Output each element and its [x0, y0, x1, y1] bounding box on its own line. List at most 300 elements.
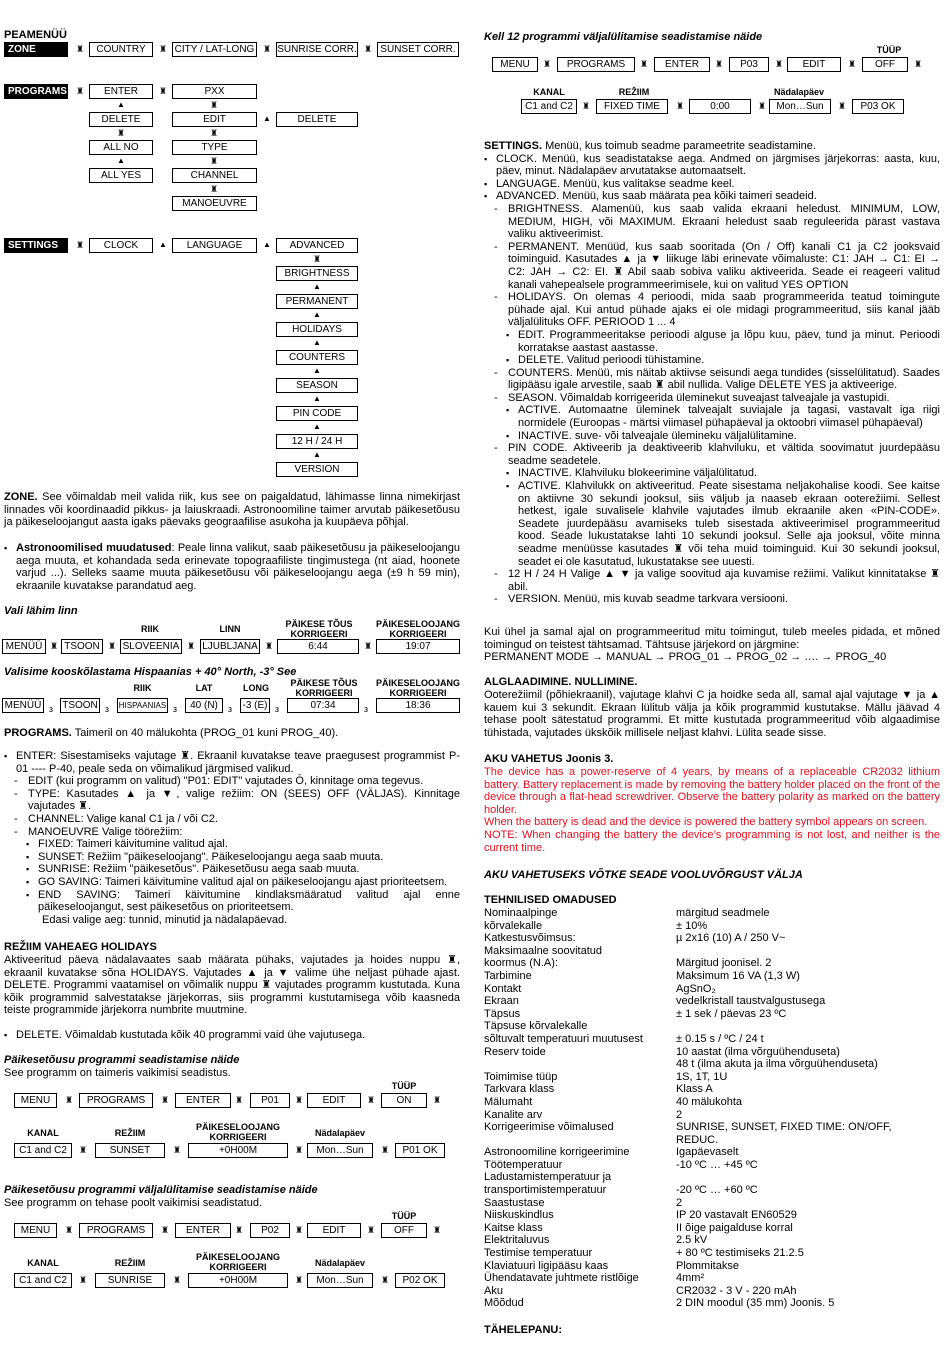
example4-title: Päikesetõusu programmi väljalülitamise seadistamise näide: [4, 1184, 318, 1196]
menu-key-icon: ♜: [209, 100, 219, 110]
spec-row: [484, 1209, 944, 1222]
spec-row: [484, 1046, 944, 1059]
example-box: EDIT: [787, 57, 841, 72]
menu-key-icon: ♜: [158, 86, 168, 96]
example3-subtitle: See programm on taimeris vaikimisi seadistus.: [4, 1067, 231, 1079]
spec-value: ± 1 sek / päevas 23 ºC: [676, 1007, 787, 1020]
spec-value: 40 mälukohta: [676, 1095, 743, 1108]
spec-row: [484, 1159, 944, 1172]
specs-title: TEHNILISED OMADUSED: [484, 894, 617, 906]
spec-label: Täpsus: [484, 1007, 521, 1020]
priority-text: Kui ühel ja samal ajal on programmeeritud mitu toimingut, tuleb meeles pidada, et mõned toimingud on teistest tähtsamad. Tähtsuse järjekord on järgmine:: [484, 626, 940, 651]
right-column: [484, 0, 950, 1360]
pin-inactive-text: ▪ INACTIVE. Klahviluku blokeerimine väljalülitatud.: [484, 467, 940, 480]
spec-row: [484, 1260, 944, 1273]
reset-title: ALGLAADIMINE. NULLIMINE.: [484, 676, 638, 688]
up-arrow-icon: ▲: [313, 366, 321, 375]
spec-value: SUNRISE, SUNSET, FIXED TIME: ON/OFF,: [676, 1121, 892, 1134]
menu-key-icon: ♜: [380, 1275, 390, 1285]
example-box: Mon…Sun: [307, 1143, 373, 1158]
spec-label: Kanalite arv: [484, 1108, 543, 1121]
spec-row: [484, 1234, 944, 1247]
spec-row: [484, 1247, 944, 1260]
example-box: TSOON: [60, 698, 100, 713]
settings-pincode-box: PIN CODE: [276, 406, 358, 421]
up-arrow-icon: ▲: [117, 156, 125, 165]
menu-key-icon: ♜: [64, 1225, 74, 1235]
spec-row: [484, 983, 944, 996]
col-header-mode: REŽIIM: [114, 1258, 146, 1268]
spec-value: vedelkristall taustvalgustusega: [676, 995, 826, 1008]
example-box: EDIT: [307, 1223, 361, 1238]
counters-text: - COUNTERS. Menüü, mis näitab aktiivse seisundi aega tundides (sisselülitatud). Saades ligipääsu igale arvestile, saab ♜ abil nullida. Valige DELETE YES ja aktiveerige.: [484, 367, 940, 392]
programs-edit-text: - EDIT (kui programm on valitud) "P01: EDIT" vajutades Ō, kinnitage oma tegevus.: [4, 775, 460, 788]
programs-type-text: - TYPE: Kasutades ▲ ja ▼, valige režiim: ON (SEES) OFF (VÄLJAS). Kinnitage vajutades ♜.: [4, 788, 460, 813]
spec-row: [484, 1134, 944, 1147]
col-header-sunrise: PÄIKESE TÕUS KORRIGEERI: [285, 619, 353, 639]
col-header-lat: LAT: [195, 683, 213, 693]
programs-channel-box: CHANNEL: [172, 168, 257, 183]
menu-key-icon: ♜: [186, 641, 196, 651]
spec-value: ± 0.15 s / ºC / 24 t: [676, 1032, 764, 1045]
settings-12h24h-box: 12 H / 24 H: [276, 434, 358, 449]
up-arrow-icon: ▲: [313, 422, 321, 431]
menu-key-icon: ♜: [172, 1145, 182, 1155]
menu-key-icon: ♜: [294, 1225, 304, 1235]
menu-key-icon: ♜: [107, 641, 117, 651]
spec-value: ± 10%: [676, 919, 708, 932]
example-box: PROGRAMS: [79, 1223, 153, 1238]
menu-key-icon: ♜: [294, 1275, 304, 1285]
programs-pxx-box: PXX: [172, 84, 257, 99]
spec-label: Niiskuskindlus: [484, 1209, 554, 1222]
example-box: ON: [381, 1093, 427, 1108]
spec-label: Korrigeerimise võimalused: [484, 1121, 614, 1134]
example-box: P01: [250, 1093, 290, 1108]
spec-row: [484, 1184, 944, 1197]
settings-description: SETTINGS. Menüü, kus toimub seadme parameetrite seadistamine. ▪ CLOCK. Menüü, kus seadistatakse aega. Andmed on järgmises järjekorras: aasta, kuu, päev, minut. Nädalapäev arvutatakse automaatselt. ▪ LANGUAGE. Menüü, kus valitakse seadme keel. ▪ ADVANCED. Menüü, kus saab määrata pea kõiki taimeri seadeid. - BRIGHTNESS. Alamenüü, kus saab valida ekraani heledust. MINIMUM, LOW, MEDIUM, HIGH, või MAXIMUM. Ekraani heledust saab reguleerida pärast vastava valiku aktiveerimist. - PERMANENT. Menüüd, kus saab sooritada (On / Off) kanali C1 ja C2 jooksvaid toiminguid. Kasutades ▲ ja ▼ liikuge läbi erinevate võimaluste: C1: JAH → C1: EI → C2: JAH → C2: EI. ♜ Abil saab sobiva valiku aktiveerida. Seade ei reageeri valitud kanali vahepealsele programmeerimisele, kui on valitud YES OPTION - HOLIDAYS. On olemas 4 perioodi, mida saab programmeerida teatud toimingute pühade ajal. Kui antud pühade ajaks ei ole midagi programmeeritud, siis kanal jääb väljalülituks OFF. PERIOOD 1 ... 4 ▪ EDIT. Programmeeritakse perioodi alguse ja lõpu kuu, päev, tund ja minut. Perioodi korratakse aastast aastasse. ▪ DELETE. Valitud perioodi tühistamine. - COUNTERS. Menüü, mis näitab aktiivse seisundi aega tundides (sisselülitatud). Saades ligipääsu igale arvestile, saab ♜ abil nullida. Valige DELETE YES ja aktiveerige. - SEASON. Võimaldab korrigeerida üleminekut suveajast talveajale ja vastupidi. ▪ ACTIVE. Automaatne üleminek talveajalt suviajale ja tagasi, vastavalt iga riigi normidele (Euroopas - märtsi viimasel pühapäeval ja oktoobri viimasel pühapäeval) ▪ INACTIVE. suve- või talveajale ülemineku väljalülitamine. - PIN CODE. Aktiveerib ja deaktiveerib klahviluku, et vältida soovimatut juurdepääsu seadme seadetele. ▪ INACTIVE. Klahviluku blokeerimine väljalülitatud. ▪ ACTIVE. Klahvilukk on aktiveeritud. Peate sisestama neljakohalise koodi. See kaitse on aktiivne 30 sekundi jooksul, siis väljub ja naaseb ekraan ooterežiimi. Sellest hetkest, igale suvalisele klahvile vajutades ilmub ekraanile aken «PIN-CODE». Seadete juurdepääsu avamiseks tuleb sisestada aktiveerimisel programmeeritud kood. Seade lukustatakse lahti 10 sekundi jooksul. Selle aja jooksul, võite minna seadme menüüsse kasutades ♜ või teha muid toiminguid. Kui 30 sekundi jooksul, seadet ei ole kasutatud, lukustatakse see uuesti. - 12 H / 24 H Valige ▲ ▼ ja valige soovitud aja kuvamise režiimi. Valikut kinnitatakse ♜ abil. - VERSION. Menüü, mis kuvab seadme tarkvara versiooni.: [484, 140, 940, 606]
example-box: C1 and C2: [14, 1273, 72, 1288]
spec-value: 2: [676, 1108, 683, 1121]
menu-key-icon: ♜: [75, 44, 85, 54]
spec-row: [484, 1096, 944, 1109]
brightness-text: - BRIGHTNESS. Alamenüü, kus saab valida ekraani heledust. MINIMUM, LOW, MEDIUM, HIGH, või MAXIMUM. Ekraani heledust saab reguleerida pärast vastava valiku aktiveerimist.: [484, 203, 940, 241]
spec-value: 10 aastat (ilma võrguühenduseta): [676, 1045, 840, 1058]
programs-delete-box: DELETE: [89, 112, 153, 127]
example-box: ENTER: [654, 57, 710, 72]
programs-manoeuvre-box: MANOEUVRE: [172, 196, 257, 211]
example-box: P03 OK: [852, 99, 904, 114]
menu-key-icon: ♜: [432, 1225, 442, 1235]
example-box: 40 (N): [185, 698, 223, 713]
battery-title: AKU VAHETUS Joonis 3.: [484, 753, 614, 765]
spec-value: 1S, 1T, 1U: [676, 1070, 728, 1083]
battery-red-text: [484, 766, 940, 854]
low-marker: з: [363, 704, 369, 714]
permanent-text: - PERMANENT. Menüüd, kus saab sooritada (On / Off) kanali C1 ja C2 jooksvaid toiminguid. Kasutades ▲ ja ▼ liikuge läbi erinevate võimaluste: C1: JAH → C1: EI → C2: JAH → C2: EI. ♜ Abil saab sobiva valiku aktiveerida. Seade ei reageeri valitud kanali vahepealsele programmeerimisele, kui on valitud YES OPTION: [484, 241, 940, 291]
settings-version-box: VERSION: [276, 462, 358, 477]
menu-key-icon: ♜: [209, 128, 219, 138]
up-arrow-icon: ▲: [117, 100, 125, 109]
spec-value: 2.5 kV: [676, 1234, 708, 1247]
example-box: SLOVEENIA: [120, 639, 182, 654]
spec-value: CR2032 - 3 V - 220 mAh: [676, 1284, 797, 1297]
col-header-sunrise: PÄIKESE TÕUS KORRIGEERI: [290, 678, 358, 698]
col-header-channel: KANAL: [533, 87, 565, 97]
up-arrow-icon: ▲: [263, 114, 271, 123]
up-arrow-icon: ▲: [313, 338, 321, 347]
menu-key-icon: ♜: [366, 1225, 376, 1235]
mode-item: ▪ SUNRISE: Režiim "päikesetõus". Päikesetõusu aega saab muuta.: [4, 863, 460, 876]
menu-key-icon: ♜: [913, 59, 923, 69]
spec-row: [484, 932, 944, 945]
example-box: LJUBLJANA: [200, 639, 260, 654]
spec-value: 48 t (ilma akuta ja ilma võrguühenduseta): [676, 1058, 878, 1071]
zone-sunrise-corr-box: SUNRISE CORR.: [277, 44, 357, 55]
reset-body: Ooterežiimil (põhiekraanil), vajutage klahvi C ja hoidke seda all, samal ajal vajutage ▼ ja ▲ kauem kui 3 sekundit. Ekraan lülitub välja ja kõik programmid kustutakse. Mällu jäävad 4 tehase poolt sätestatud programmi. Et mitte kustutada programmeeritud võib algaadimise tühistada, vajutades ükskõik millisele neljast klahvi. Lülita seade sisse.: [484, 689, 940, 739]
example-box: OFF: [862, 57, 908, 72]
menu-key-icon: ♜: [78, 1275, 88, 1285]
attention-title: TÄHELEPANU:: [484, 1324, 563, 1336]
programs-delete-box-2: DELETE: [276, 112, 358, 127]
spec-label: Ekraan: [484, 995, 519, 1008]
col-header-type: TÜÜP: [391, 1211, 417, 1221]
spec-label: sõltuvalt temperatuuri muutusest: [484, 1032, 643, 1045]
spec-label: Reserv toide: [484, 1045, 546, 1058]
settings-advanced-box: ADVANCED: [276, 238, 358, 253]
menu-key-icon: ♜: [209, 156, 219, 166]
example-box: P02: [250, 1223, 290, 1238]
col-header-city: LINN: [219, 624, 241, 634]
example4-subtitle: See programm on tehase poolt vaikimisi seadistatud.: [4, 1197, 263, 1209]
example-box: PROGRAMS: [557, 57, 635, 72]
spec-label: Testimise temperatuur: [484, 1247, 593, 1260]
low-marker: з: [104, 704, 110, 714]
version-text: - VERSION. Menüü, mis kuvab seadme tarkvara versiooni.: [484, 593, 940, 606]
programs-channel-text: - CHANNEL: Valige kanal C1 ja / või C2.: [4, 813, 460, 826]
col-header-channel: KANAL: [27, 1258, 59, 1268]
spec-label: Ühendatavate juhtmete ristlõige: [484, 1272, 639, 1285]
delete-all-item: ▪ DELETE. Võimaldab kustutada kõik 40 programmi vaid ühe vajutusega.: [4, 1029, 460, 1042]
low-marker: з: [274, 704, 280, 714]
spec-value: II õige paigalduse korral: [676, 1221, 793, 1234]
col-header-weekday: Nädalapäev: [773, 87, 825, 97]
pin-active-text: ▪ ACTIVE. Klahvilukk on aktiveeritud. Peate sisestama neljakohalise koodi. See kaitse on aktiivne 30 sekundi jooksul, siis väljub ja naaseb ekraan ooterežiimi. Sellest hetkest, igale suvalisele klahvile vajutades ilmub ekraanile aken «PIN-CODE». Seadete juurdepääsu avamiseks tuleb sisestada aktiveerimisel programmeeritud kood. Seade lukustatakse lahti 10 sekundi jooksul. Selle aja jooksul, võite minna seadme menüüsse kasutades ♜ või teha muid toiminguid. Kui 30 sekundi jooksul, seadet ei ole kasutatud, lukustatakse see uuesti.: [484, 480, 940, 568]
spec-row: [484, 1071, 944, 1084]
settings-holidays-box: HOLIDAYS: [276, 322, 358, 337]
up-arrow-icon: ▲: [313, 394, 321, 403]
advanced-text: ▪ ADVANCED. Menüü, kus saab määrata pea kõiki taimeri seadeid.: [484, 190, 940, 203]
example-box: MENÜÜ: [2, 639, 46, 654]
up-arrow-icon: ▲: [313, 450, 321, 459]
example-box: 0:00: [689, 99, 751, 114]
spec-label: Nominaalpinge: [484, 907, 558, 919]
example-box: 6:44: [277, 639, 359, 654]
spec-label: Tarbimine: [484, 969, 532, 982]
menu-key-icon: ♜: [294, 1095, 304, 1105]
example-box: MENU: [14, 1093, 57, 1108]
example-box: SUNRISE: [95, 1273, 165, 1288]
spec-value: Maksimum 16 VA (1,3 W): [676, 969, 800, 982]
col-header-type: TÜÜP: [391, 1081, 417, 1091]
example-box: EDIT: [307, 1093, 361, 1108]
spec-row: [484, 970, 944, 983]
example-box: +0H00M: [188, 1273, 288, 1288]
spec-label: Katkestusvõimsus:: [484, 932, 576, 945]
spec-value: märgitud seadmele: [676, 907, 770, 919]
example2-title: Valisime kooskõlastama Hispaanias + 40° North, -3° See: [4, 666, 297, 678]
low-marker: з: [48, 704, 54, 714]
example-box: -3 (E): [240, 698, 270, 713]
spec-label: Mõõdud: [484, 1297, 524, 1310]
example-box: MENÜÜ: [2, 698, 44, 713]
holidays-setting-text: - HOLIDAYS. On olemas 4 perioodi, mida saab programmeerida teatud toimingute pühade ajal. Kui antud pühade ajaks ei ole midagi programmeeritud, siis kanal jääb väljalülituks OFF. PERIOOD 1 ... 4: [484, 291, 940, 329]
menu-key-icon: ♜: [366, 1095, 376, 1105]
clock-text: ▪ CLOCK. Menüü, kus seadistatakse aega. Andmed on järgmises järjekorras: aasta, kuu, päev, minut. Nädalapäev arvutatakse automaatselt.: [484, 153, 940, 178]
spec-value: + 80 ºC testimiseks 21.2.5: [676, 1247, 804, 1260]
battery-warning: AKU VAHETUSEKS VÕTKE SEADE VOOLUVÕRGUST VÄLJA: [484, 869, 803, 881]
spec-value: Igapäevaselt: [676, 1146, 739, 1159]
season-inactive-text: ▪ INACTIVE. suve- või talveajale ülemineku väljalülitamine.: [484, 430, 940, 443]
up-arrow-icon: ▲: [263, 240, 271, 249]
low-marker: з: [227, 704, 233, 714]
spec-row: [484, 1058, 944, 1071]
spec-value: -10 ºC … +45 ºC: [676, 1158, 758, 1171]
example-box: P03: [729, 57, 769, 72]
example3-title: Päikesetõusu programmi seadistamise näide: [4, 1054, 240, 1066]
settings-clock-box: CLOCK: [89, 238, 153, 253]
spec-label: Maksimaalne soovitatud: [484, 944, 603, 957]
spec-label: Kontakt: [484, 982, 522, 995]
menu-key-icon: ♜: [714, 59, 724, 69]
season-text: - SEASON. Võimaldab korrigeerida üleminekut suveajast talveajale ja vastupidi.: [484, 392, 940, 405]
menu-key-icon: ♜: [312, 254, 322, 264]
menu-key-icon: ♜: [294, 1145, 304, 1155]
spec-row: [484, 1121, 944, 1134]
programs-intro: PROGRAMS. Taimeril on 40 mälukohta (PROG_01 kuni PROG_40).: [4, 727, 339, 739]
programs-manoeuvre-text: - MANOEUVRE Valige töörežiim:: [4, 826, 460, 839]
menu-key-icon: ♜: [172, 1275, 182, 1285]
example-box: 07:34: [287, 698, 359, 713]
spec-row: [484, 1297, 944, 1310]
menu-key-icon: ♜: [774, 59, 784, 69]
spec-value: IP 20 vastavalt EN60529: [676, 1209, 797, 1222]
col-header-long: LONG: [243, 683, 269, 693]
example-box: SUNSET: [95, 1143, 165, 1158]
menu-key-icon: ♜: [757, 101, 767, 111]
settings-counters-box: COUNTERS: [276, 350, 358, 365]
spec-label: transportimistemperatuur: [484, 1184, 607, 1197]
spec-label: Täpsuse kõrvalekalle: [484, 1020, 588, 1033]
spec-row: [484, 907, 944, 920]
menu-key-icon: ♜: [49, 641, 59, 651]
settings-permanent-box: PERMANENT: [276, 294, 358, 309]
spec-row: [484, 1033, 944, 1046]
col-header-correction: PÄIKESELOOJANG KORRIGEERI: [195, 1252, 280, 1272]
spec-value: Plommitakse: [676, 1259, 739, 1272]
settings-menu-label: SETTINGS: [4, 238, 68, 253]
zone-country-box: COUNTRY: [89, 42, 153, 57]
example-box: MENU: [492, 57, 538, 72]
spec-label: Töötemperatuur: [484, 1158, 563, 1171]
spec-label: Toimimise tüüp: [484, 1070, 558, 1083]
spec-label: Elektritaluvus: [484, 1234, 550, 1247]
spec-value: 4mm²: [676, 1272, 705, 1285]
programs-type-box: TYPE: [172, 140, 257, 155]
settings-language-box: LANGUAGE: [172, 238, 257, 253]
season-active-text: ▪ ACTIVE. Automaatne üleminek talveajalt suviajale ja tagasi, vastavalt iga riigi normidele (Euroopas - märtsi viimasel pühapäeval ja oktoobri viimasel pühapäeval): [484, 404, 940, 429]
spec-row: [484, 957, 944, 970]
col-header-channel: KANAL: [27, 1128, 59, 1138]
spec-label: Ladustamistemperatuur ja: [484, 1171, 612, 1184]
spec-row: [484, 995, 944, 1008]
menu-key-icon: ♜: [158, 44, 168, 54]
spec-label: Mälumaht: [484, 1095, 533, 1108]
spec-value: -20 ºC … +60 ºC: [676, 1184, 758, 1197]
settings-season-box: SEASON: [276, 378, 358, 393]
spec-label: Kaitse klass: [484, 1221, 543, 1234]
low-marker: з: [172, 704, 178, 714]
zone-sunset-corr-box: SUNSET CORR.: [377, 42, 459, 57]
spec-value: Klass A: [676, 1083, 713, 1096]
mode-item: ▪ END SAVING: Taimeri käivitumine kindlaksmääratud valitud ajal enne päikeseloojangut, sest päikesetõus on prioriteetsem.: [4, 889, 460, 914]
menu-key-icon: ♜: [363, 44, 373, 54]
menu-key-icon: ♜: [837, 101, 847, 111]
example-box: TSOON: [61, 639, 103, 654]
specs-table: [484, 907, 944, 1310]
menu-key-icon: ♜: [75, 86, 85, 96]
spec-row: [484, 1171, 944, 1184]
edit-note: Edasi valige aeg: tunnid, minutid ja nädalapäevad.: [42, 913, 288, 926]
mode-item: ▪ SUNSET: Režiim "päikeseloojang". Päikeseloojangu aega saab muuta.: [4, 851, 460, 864]
example-box: ENTER: [175, 1223, 231, 1238]
example-box: Mon…Sun: [769, 99, 831, 114]
astro-correction-item: ▪ Astronoomilised muudatused: Peale linna valikut, saab päikesetõusu ja päikeseloojangu aega muuta, et kohandada seda erinevate topograafiliste tingimustega (nt aiad, hoonete varjud ...). Selleks saame muuta päikesetõusu või päikeseloojangu aega (±9 h 59 min), ekraanile kuvatakse parandatud aeg.: [4, 542, 460, 592]
spec-label: Tarkvara klass: [484, 1083, 555, 1096]
col-header-weekday: Nädalapäev: [314, 1258, 366, 1268]
example-box: P02 OK: [395, 1273, 445, 1288]
zone-city-box: CITY / LAT-LONG: [172, 42, 257, 57]
spec-value: Märgitud joonisel. 2: [676, 957, 772, 970]
menu-key-icon: ♜: [675, 101, 685, 111]
example-box: HISPAANIAS: [117, 698, 168, 713]
battery-info: The device has a power-reserve of 4 years, by means of a replaceable CR2032 lithium battery. Battery replacement is made by removing the battery holder placed on the front of the device through a flat-head screwdriver. Observe the battery polarity as marked on the battery holder.: [484, 766, 940, 816]
col-header-mode: REŽIIM: [114, 1128, 146, 1138]
language-text: ▪ LANGUAGE. Menüü, kus valitakse seadme keel.: [484, 178, 940, 191]
col-header-sunset: PÄIKESELOOJANG KORRIGEERI: [375, 678, 460, 698]
programs-menu-label: PROGRAMS: [4, 84, 68, 99]
programs-edit-box: EDIT: [172, 112, 257, 127]
holidays-title: REŽIIM VAHEAEG HOLIDAYS: [4, 941, 157, 953]
spec-row: [484, 1020, 944, 1033]
battery-dead-info: When the battery is dead and the device is powered the battery symbol appears on screen.: [484, 816, 928, 829]
spec-value: µ 2x16 (10) A / 250 V~: [676, 932, 786, 945]
menu-key-icon: ♜: [262, 44, 272, 54]
spec-value: REDUC.: [676, 1133, 719, 1146]
programs-allno-box: ALL NO: [89, 140, 153, 155]
spec-label: Aku: [484, 1284, 503, 1297]
menu-key-icon: ♜: [234, 1225, 244, 1235]
menu-key-icon: ♜: [209, 184, 219, 194]
example5-title: Kell 12 programmi väljalülitamise seadistamise näide: [484, 31, 763, 43]
col-header-type: TÜÜP: [876, 45, 902, 55]
up-arrow-icon: ▲: [313, 310, 321, 319]
main-menu-title: PEAMENÜÜ: [4, 29, 67, 41]
pin-code-text: - PIN CODE. Aktiveerib ja deaktiveerib klahviluku, et vältida soovimatut juurdepääsu seadme seadetele.: [484, 442, 940, 467]
spec-row: [484, 1197, 944, 1210]
example-box: +0H00M: [188, 1143, 288, 1158]
menu-key-icon: ♜: [380, 1145, 390, 1155]
spec-label: Astronoomiline korrigeerimine: [484, 1146, 630, 1159]
holidays-body: Aktiveeritud päeva nädalavaates saab määrata pühaks, vajutades ja hoides nuppu ♜, ekraanil kuvatakse sõna HOLIDAYS. Vajutades ▲ ja ▼ valime ühe neljast pühade ajast. DELETE. Programmi vaatamisel on võimalik nuppu ♜ vajutades programm kustutada. Kuna kõik programmid salvestatakse järjekorras, siis programmi kustutamisega võib kaasneda teiste programmide järjekorra numbrite muutmine.: [4, 954, 460, 1017]
menu-key-icon: ♜: [75, 240, 85, 250]
example1-title: Vali lähim linn: [4, 605, 78, 617]
programs-enter-text: ▪ ENTER: Sisestamiseks vajutage ♜. Ekraanil kuvatakse teave praegusest programmist P-01 ---- P-40, peale seda on võimalikud järgmised valikud.: [4, 750, 460, 775]
delete-all-list: [4, 1029, 460, 1042]
menu-key-icon: ♜: [78, 1145, 88, 1155]
up-arrow-icon: ▲: [159, 240, 167, 249]
up-arrow-icon: ▲: [313, 282, 321, 291]
example-box: ENTER: [175, 1093, 231, 1108]
menu-key-icon: ♜: [160, 1225, 170, 1235]
menu-key-icon: ♜: [432, 1095, 442, 1105]
example-box: C1 and C2: [521, 99, 577, 114]
spec-row: [484, 1272, 944, 1285]
spec-value: 2: [676, 1196, 683, 1209]
zone-menu-label: ZONE: [4, 42, 68, 57]
menu-key-icon: ♜: [542, 59, 552, 69]
spec-label: koormus (N.A):: [484, 957, 558, 970]
menu-key-icon: ♜: [264, 641, 274, 651]
settings-brightness-box: BRIGHTNESS: [276, 266, 358, 281]
spec-row: [484, 1222, 944, 1235]
col-header-weekday: Nädalapäev: [314, 1128, 366, 1138]
holidays-delete-text: ▪ DELETE. Valitud perioodi tühistamine.: [484, 354, 940, 367]
programs-allyes-box: ALL YES: [89, 168, 153, 183]
spec-row: [484, 945, 944, 958]
example-box: 19:07: [376, 639, 460, 654]
col-header-mode: REŽIIM: [618, 87, 650, 97]
example-box: C1 and C2: [14, 1143, 72, 1158]
example-box: P01 OK: [395, 1143, 445, 1158]
spec-label: kõrvalekalle: [484, 919, 543, 932]
astro-correction-list: [4, 542, 460, 592]
menu-key-icon: ♜: [64, 1095, 74, 1105]
programs-enter-box: ENTER: [89, 84, 153, 99]
example-box: MENU: [14, 1223, 57, 1238]
holidays-edit-text: ▪ EDIT. Programmeeritakse perioodi alguse ja lõpu kuu, päev, tund ja minut. Perioodi korratakse aastast aastasse.: [484, 329, 940, 354]
menu-key-icon: ♜: [234, 1095, 244, 1105]
programs-details: [4, 750, 460, 926]
spec-label: Klaviatuuri ligipääsu kaas: [484, 1259, 609, 1272]
spec-row: [484, 1146, 944, 1159]
mode-item: ▪ FIXED: Taimeri käivitumine valitud ajal.: [4, 838, 460, 851]
spec-row: [484, 1285, 944, 1298]
menu-key-icon: ♜: [847, 59, 857, 69]
spec-row: [484, 1109, 944, 1122]
example-box: OFF: [381, 1223, 427, 1238]
example-box: FIXED TIME: [596, 99, 668, 114]
menu-key-icon: ♜: [116, 128, 126, 138]
spec-row: [484, 1083, 944, 1096]
example-box: Mon…Sun: [307, 1273, 373, 1288]
mode-item: ▪ GO SAVING: Taimeri käivitumine valitud ajal on päikeseloojangu ajast prioriteetsem.: [4, 876, 460, 889]
spec-label: Saastustase: [484, 1196, 545, 1209]
spec-row: [484, 1008, 944, 1021]
col-header-correction: PÄIKESELOOJANG KORRIGEERI: [195, 1122, 280, 1142]
col-header-sunset: PÄIKESELOOJANG KORRIGEERI: [375, 619, 460, 639]
menu-key-icon: ♜: [581, 101, 591, 111]
